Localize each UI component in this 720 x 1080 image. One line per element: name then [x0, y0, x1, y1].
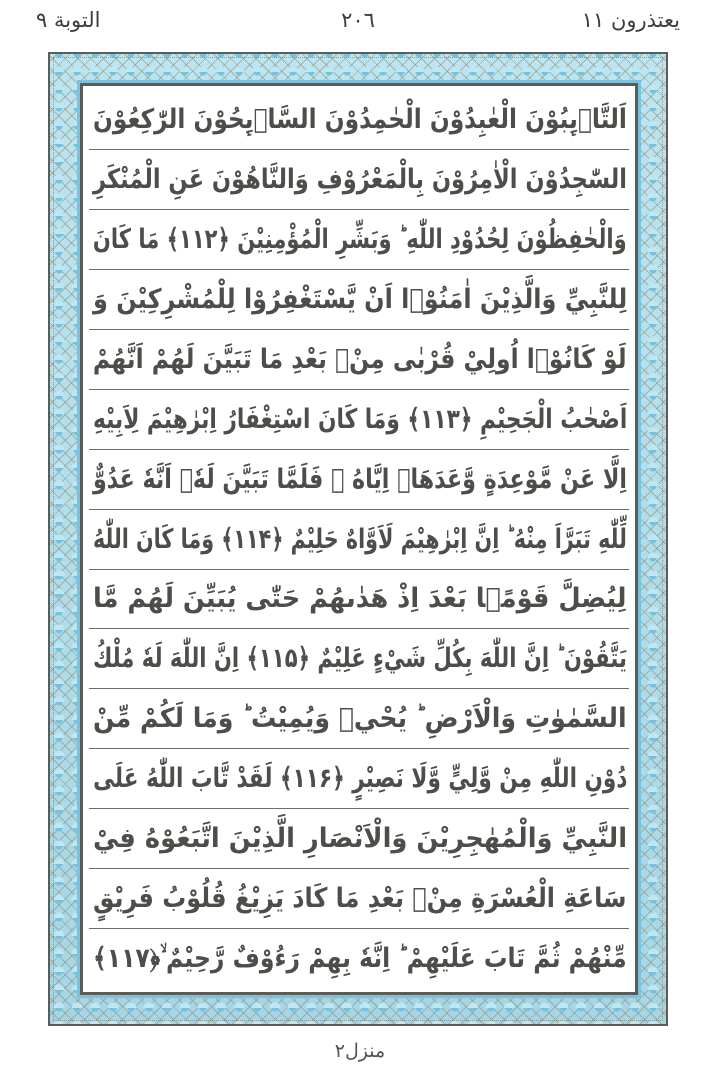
- verse-line: [89, 629, 629, 689]
- verse-line-text: السَّمٰوٰتِ وَالْاَرْضِ ؕ يُحْيٖ وَيُمِيْتُ ؕ وَمَا لَكُمْ مِّنْ: [93, 703, 627, 735]
- juz-name: يعتذرون ١١: [581, 8, 680, 32]
- verse-line: [89, 809, 629, 869]
- verse-line: [89, 869, 629, 929]
- text-panel: [80, 83, 638, 995]
- verse-line: [89, 749, 629, 809]
- verse-line: [89, 510, 629, 570]
- verse-line-text: دُوْنِ اللّٰهِ مِنْ وَّلِيٍّ وَّلَا نَصِيْرٍ ﴿۱۱۶﴾ لَقَدْ تَّابَ اللّٰهُ عَلَى: [92, 763, 627, 795]
- verse-line-text: اَلتَّاۤىِٕبُوْنَ الْعٰبِدُوْنَ الْحٰمِدُوْنَ السَّاۤىِٕحُوْنَ الرّٰكِعُوْنَ: [93, 103, 627, 135]
- verse-line-text: النَّبِيِّ وَالْمُهٰجِرِيْنَ وَالْاَنْصَارِ الَّذِيْنَ اتَّبَعُوْهُ فِيْ: [92, 823, 627, 855]
- verse-line-text: لِّلّٰهِ تَبَرَّاَ مِنْهُ ؕ اِنَّ اِبْرٰهِيْمَ لَاَوَّاهٌ حَلِيْمٌ ﴿۱۱۴﴾ وَمَا كَانَ اللّٰهُ: [93, 523, 627, 555]
- verse-line-text: لِيُضِلَّ قَوْمًۢا بَعْدَ اِذْ هَدٰىهُمْ حَتّٰى يُبَيِّنَ لَهُمْ مَّا: [93, 583, 627, 615]
- verse-line-text: اِلَّا عَنْ مَّوْعِدَةٍ وَّعَدَهَاۤ اِيَّاهُ ۚ فَلَمَّا تَبَيَّنَ لَهٗۤ اَنَّهٗ عَدُوٌّ: [92, 463, 627, 495]
- verse-line: [89, 210, 629, 270]
- verse-line: [89, 929, 629, 988]
- verse-line: [89, 90, 629, 150]
- verse-line-text: اَصْحٰبُ الْجَحِيْمِ ﴿۱۱۳﴾ وَمَا كَانَ اسْتِغْفَارُ اِبْرٰهِيْمَ لِاَبِيْهِ: [92, 403, 627, 435]
- verse-line-text: السّٰجِدُوْنَ الْاٰمِرُوْنَ بِالْمَعْرُوْفِ وَالنَّاهُوْنَ عَنِ الْمُنْكَرِ: [93, 163, 627, 195]
- verse-line: [89, 330, 629, 390]
- verse-line: [89, 689, 629, 749]
- manzil-marker: منزل۲: [334, 1040, 386, 1062]
- ornamental-border: [48, 52, 668, 1026]
- page-number: ٢٠٦: [341, 8, 375, 32]
- verse-line-text: لِلنَّبِيِّ وَالَّذِيْنَ اٰمَنُوْۤا اَنْ يَّسْتَغْفِرُوْا لِلْمُشْرِكِيْنَ وَ: [92, 283, 627, 315]
- verse-line-text: يَتَّقُوْنَ ؕ اِنَّ اللّٰهَ بِكُلِّ شَيْءٍ عَلِيْمٌ ﴿۱۱۵﴾ اِنَّ اللّٰهَ لَهٗ مُلْكُ: [93, 643, 627, 675]
- verse-line-text: سَاعَةِ الْعُسْرَةِ مِنْۢ بَعْدِ مَا كَادَ يَزِيْغُ قُلُوْبُ فَرِيْقٍ: [93, 883, 627, 915]
- verse-line-text: مِّنْهُمْ ثُمَّ تَابَ عَلَيْهِمْ ؕ اِنَّهٗ بِهِمْ رَءُوْفٌ رَّحِيْمٌ ۙ﴿۱۱۷﴾: [93, 942, 627, 974]
- verse-line: [89, 390, 629, 450]
- surah-name: التوبة ٩: [36, 8, 101, 32]
- verse-line: [89, 570, 629, 630]
- verse-line: [89, 270, 629, 330]
- verse-line-text: وَالْحٰفِظُوْنَ لِحُدُوْدِ اللّٰهِ ؕ وَبَشِّرِ الْمُؤْمِنِيْنَ ﴿۱۱۲﴾ مَا كَانَ: [93, 223, 627, 255]
- verse-lines: [89, 90, 629, 988]
- page-header: [36, 4, 680, 44]
- verse-line: [89, 150, 629, 210]
- verse-line: [89, 450, 629, 510]
- verse-line-text: لَوْ كَانُوْۤا اُولِيْ قُرْبٰى مِنْۢ بَعْدِ مَا تَبَيَّنَ لَهُمْ اَنَّهُمْ: [93, 343, 627, 375]
